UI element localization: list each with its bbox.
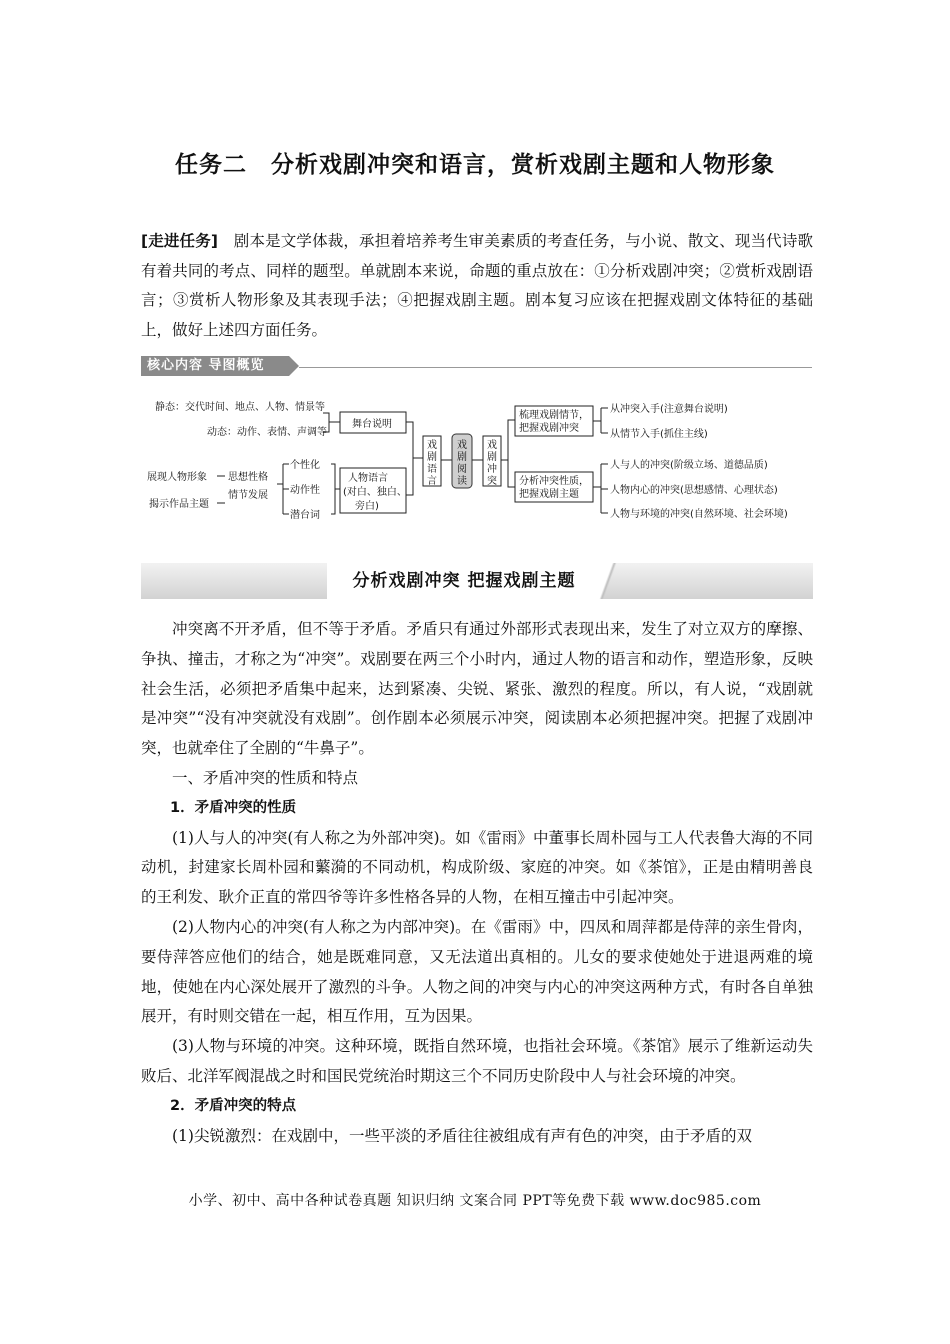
mm-right-item1-1: 从冲突入手(注意舞台说明)	[610, 404, 728, 415]
mm-drama-conf-1: 戏	[487, 440, 497, 451]
mm-drama-read-1: 戏	[457, 440, 467, 451]
mm-drama-lang-1: 戏	[427, 440, 437, 451]
section-slant-decoration	[593, 563, 623, 599]
page-footer: 小学、初中、高中各种试卷真题 知识归纳 文案合同 PPT等免费下载 www.doc985.com	[188, 1193, 762, 1209]
page-title: 任务二 分析戏剧冲突和语言，赏析戏剧主题和人物形象	[175, 152, 775, 178]
mm-trait-3: 潜台词	[290, 510, 320, 521]
heading-1: 一、矛盾冲突的性质和特点	[172, 768, 359, 787]
heading-3: 2．矛盾冲突的特点	[170, 1097, 297, 1114]
mm-lang-box-2: (对白、独白、	[343, 487, 407, 498]
paragraph-3: (2)人物内心的冲突(有人称之为内部冲突)。在《雷雨》中，四凤和周萍都是侍萍的亲生骨肉，要侍萍答应他们的结合，她是既难同意，又无法道出真相的。儿女的要求使她处于进退两难的境地，使她在内心深处展开了激烈的斗争。人物之间的冲突与内心的冲突这两种方式，有时各自单独展开，有时则交错在一起，相互作用，互为因果。	[141, 917, 813, 1026]
intro-paragraph	[141, 227, 813, 345]
intro-tag: [走进任务]	[141, 232, 218, 250]
mm-right-item2-3: 人物与环境的冲突(自然环境、社会环境)	[610, 509, 788, 520]
mm-dynamic-text: 动态：动作、表情、声调等	[207, 427, 327, 438]
mm-plot-text: 情节发展	[228, 490, 268, 501]
mm-right-box1-2: 把握戏剧冲突	[519, 423, 579, 434]
core-content-label: 核心内容 导图概览	[141, 356, 289, 376]
mm-character-text: 思想性格	[228, 472, 268, 483]
mm-drama-lang-4: 言	[427, 476, 437, 487]
mm-drama-read-3: 阅	[457, 464, 467, 475]
mm-drama-lang-3: 语	[427, 464, 437, 475]
mm-drama-read-4: 读	[457, 476, 467, 487]
mind-map	[141, 388, 813, 528]
section-heading: 分析戏剧冲突 把握戏剧主题	[327, 563, 601, 599]
mm-trait-1: 个性化	[290, 460, 320, 471]
mm-right-box2-1: 分析冲突性质，	[519, 476, 589, 487]
mm-right-item1-2: 从情节入手(抓住主线)	[610, 429, 708, 440]
paragraph-4: (3)人物与环境的冲突。这种环境，既指自然环境，也指社会环境。《茶馆》展示了维新运动失败后、北洋军阀混战之时和国民党统治时期这三个不同历史阶段中人与社会环境的冲突。	[141, 1037, 813, 1085]
mm-lang-box-1: 人物语言	[348, 473, 388, 484]
mm-right-box1-1: 梳理戏剧情节，	[519, 410, 589, 421]
mm-static-text: 静态：交代时间、地点、人物、情景等	[155, 402, 325, 413]
band-arrow-icon	[289, 356, 299, 376]
mm-drama-conf-4: 突	[487, 476, 497, 487]
paragraph-2: (1)人与人的冲突(有人称之为外部冲突)。如《雷雨》中董事长周朴园与工人代表鲁大海的不同动机，封建家长周朴园和蘩漪的不同动机，构成阶级、家庭的冲突。如《茶馆》，正是由精明善良的王利发、耿介正直的常四爷等许多性格各异的人物，在相互撞击中引起冲突。	[141, 828, 813, 907]
mm-trait-2: 动作性	[290, 485, 320, 496]
mm-stage-box: 舞台说明	[352, 419, 392, 430]
body-text	[141, 615, 813, 1151]
intro-text: 剧本是文学体裁，承担着培养考生审美素质的考查任务，与小说、散文、现当代诗歌有着共同的考点、同样的题型。单就剧本来说，命题的重点放在：①分析戏剧冲突；②赏析戏剧语言；③赏析人物形象及其表现手法；④把握戏剧主题。剧本复习应该在把握戏剧文体特征的基础上，做好上述四方面任务。	[141, 232, 813, 339]
mm-drama-lang-2: 剧	[427, 452, 437, 463]
section-band	[141, 563, 813, 599]
heading-2: 1．矛盾冲突的性质	[170, 799, 297, 816]
mm-theme-text: 揭示作品主题	[149, 499, 209, 510]
mm-lang-box-3: 旁白)	[355, 501, 379, 512]
mm-drama-read-2: 剧	[457, 452, 467, 463]
mm-drama-conf-2: 剧	[487, 452, 497, 463]
paragraph-1: 冲突离不开矛盾，但不等于矛盾。矛盾只有通过外部形式表现出来，发生了对立双方的摩擦、争执、撞击，才称之为“冲突”。戏剧要在两三个小时内，通过人物的语言和动作，塑造形象，反映社会生活，必须把矛盾集中起来，达到紧凑、尖锐、紧张、激烈的程度。所以，有人说，“戏剧就是冲突”“没有冲突就没有戏剧”。创作剧本必须展示冲突，阅读剧本必须把握冲突。把握了戏剧冲突，也就牵住了全剧的“牛鼻子”。	[141, 620, 813, 758]
mm-right-item2-1: 人与人的冲突(阶级立场、道德品质)	[610, 460, 768, 471]
mm-right-box2-2: 把握戏剧主题	[519, 489, 579, 500]
mm-right-item2-2: 人物内心的冲突(思想感情、心理状态)	[610, 485, 778, 496]
paragraph-5: (1)尖锐激烈：在戏剧中，一些平淡的矛盾往往被组成有声有色的冲突，由于矛盾的双	[172, 1126, 752, 1145]
mm-image-text: 展现人物形象	[147, 472, 207, 483]
mm-drama-conf-3: 冲	[487, 464, 497, 475]
band-divider	[299, 367, 812, 368]
